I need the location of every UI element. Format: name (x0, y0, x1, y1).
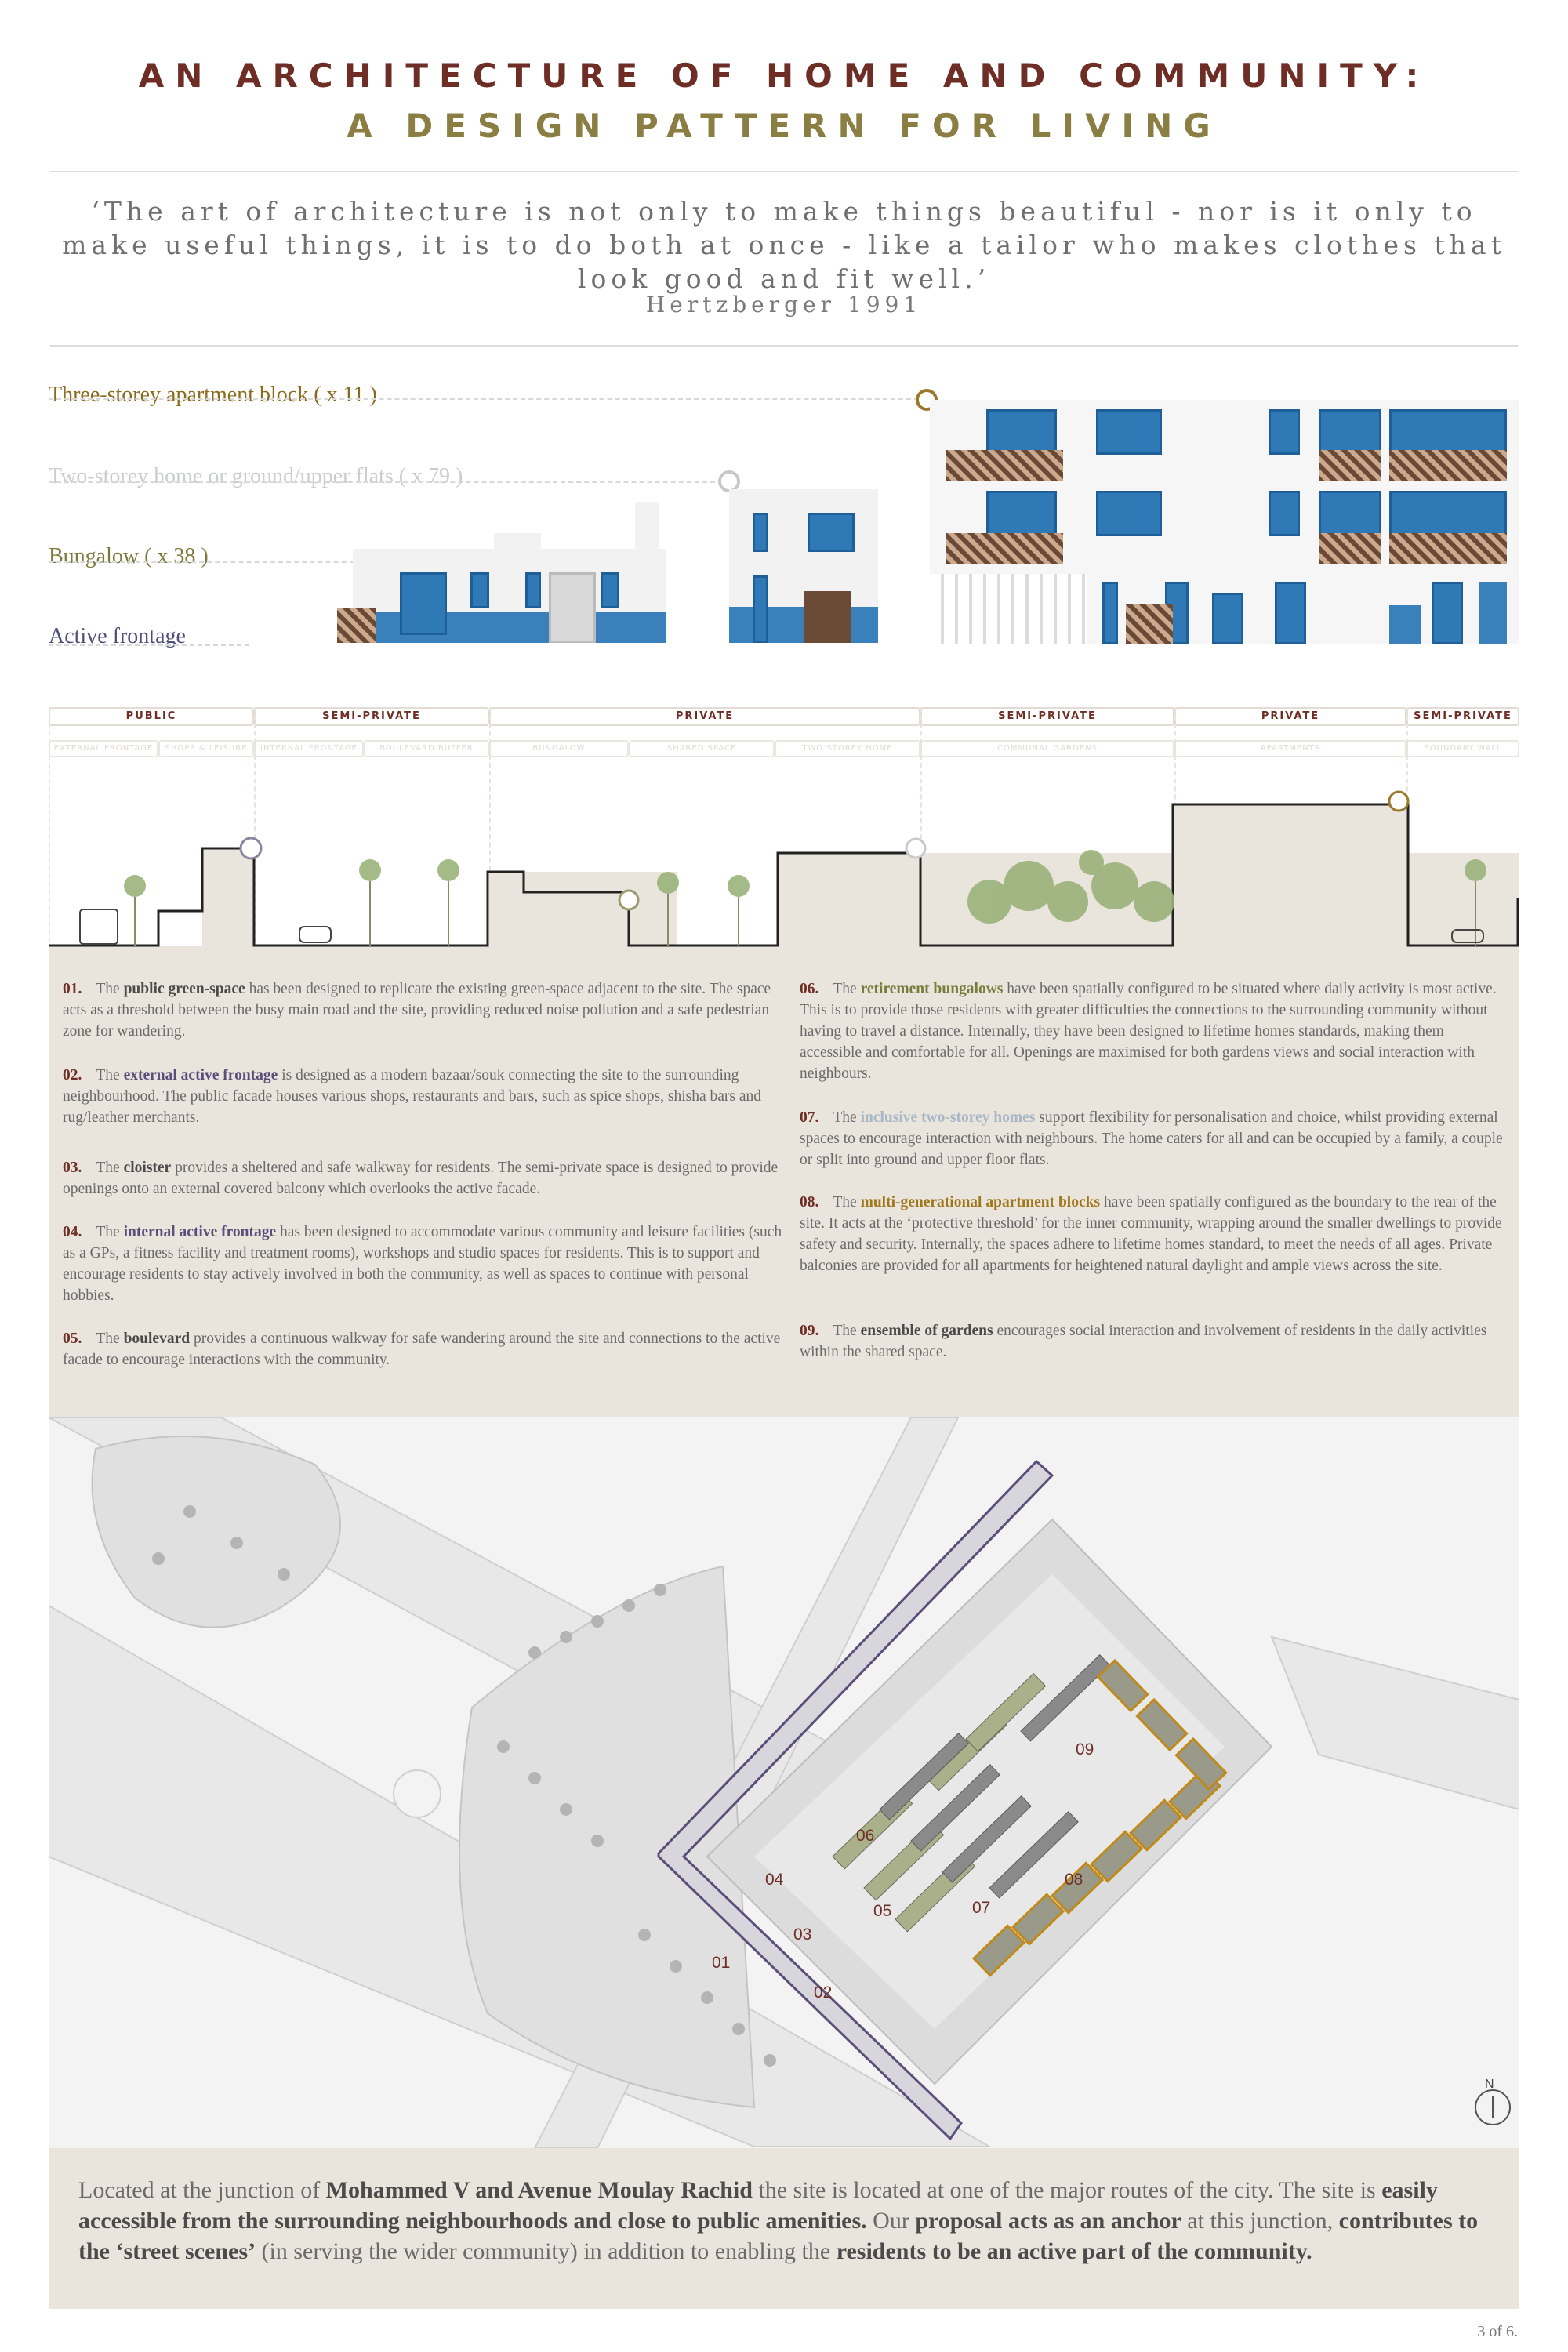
subzone: EXTERNAL FRONTAGE (49, 740, 158, 757)
legend-leader (49, 398, 927, 400)
title-line-2: A DESIGN PATTERN FOR LIVING (347, 107, 1221, 145)
paragraph-number: 03. (63, 1160, 82, 1176)
subzone: TWO STOREY HOME (775, 740, 920, 757)
subzone: SHARED SPACE (629, 740, 775, 757)
paragraph-number: 01. (63, 981, 82, 997)
site-plan-drawing (49, 1417, 1519, 2148)
legend-bungalow: Bungalow ( x 38 ) (49, 544, 209, 568)
legend-leader (49, 561, 362, 563)
paragraph-text: The (833, 981, 861, 997)
subzone: BOULEVARD BUFFER (364, 740, 489, 757)
quote-text: ‘The art of architecture is not only to make things beautiful - nor is it only to make useful things, it is to do both at once - like a tailor who makes clothes that look good and fit well.’ (62, 196, 1506, 294)
keyword: internal active frontage (123, 1224, 277, 1240)
summary-emphasis: easily accessible from the surrounding neighbourhoods and close to public amenities. (78, 2177, 1438, 2234)
keyword: retirement bungalows (860, 981, 1004, 997)
zone-public: PUBLIC (49, 707, 254, 726)
map-label-03: 03 (793, 1926, 812, 1944)
quote-attribution: Hertzberger 1991 (645, 292, 923, 318)
paragraph-07 (800, 1107, 1505, 1171)
keyword: multi-generational apartment blocks (860, 1194, 1101, 1210)
subzone: INTERNAL FRONTAGE (254, 740, 364, 757)
bungalow-elevation (337, 502, 666, 643)
description-panel (49, 950, 1519, 1421)
paragraph-08 (800, 1192, 1505, 1276)
paragraph-number: 06. (800, 981, 819, 997)
paragraph-text: The (833, 1109, 861, 1126)
subzone: COMMUNAL GARDENS (920, 740, 1174, 757)
page-number: 3 of 6. (1477, 2323, 1518, 2340)
site-section (49, 753, 1519, 956)
site-plan (49, 1417, 1519, 2148)
title-line-1: AN ARCHITECTURE OF HOME AND COMMUNITY: (138, 56, 1430, 95)
paragraph-text: is designed as a modern bazaar/souk connecting the site to the surrounding neighbourhood. The public facade houses various shops, restaurants and bars, such as spice shops, shisha bars and rug/leather merchants. (63, 1067, 762, 1126)
paragraph-text: provides a continuous walkway for safe wandering around the site and connections to the active facade to encourage interactions with the community. (63, 1330, 781, 1368)
paragraph-01 (63, 978, 792, 1042)
map-label-01: 01 (712, 1954, 731, 1972)
paragraph-number: 09. (800, 1323, 819, 1339)
paragraph-text: has been designed to accommodate various community and leisure facilities (such as a GPs, a fitness facility and treatment rooms), workshops and studio spaces for residents. This is to support and encourage residents to stay actively involved in both the community, as well as spaces to continue with personal hobbies. (63, 1224, 782, 1304)
zone-semi-private: SEMI-PRIVATE (1406, 707, 1519, 726)
keyword: boulevard (123, 1330, 191, 1347)
keyword: public green-space (123, 981, 245, 997)
paragraph-text: The (96, 1160, 124, 1176)
map-label-06: 06 (856, 1827, 875, 1845)
zone-semi-private: SEMI-PRIVATE (254, 707, 489, 726)
keyword: inclusive two-storey homes (860, 1109, 1036, 1126)
legend-apartment: Three-storey apartment block ( x 11 ) (49, 383, 377, 407)
map-label-05: 05 (873, 1902, 892, 1920)
subzone: SHOPS & LEISURE (158, 740, 254, 757)
map-label-02: 02 (814, 1984, 833, 2002)
summary-emphasis: Mohammed V and Avenue Moulay Rachid (325, 2177, 753, 2203)
paragraph-text: The (96, 1067, 124, 1083)
subzone: BOUNDARY WALL (1406, 740, 1519, 757)
paragraph-06 (800, 978, 1505, 1084)
paragraph-text: The (96, 981, 124, 997)
summary-emphasis: proposal acts as an anchor (915, 2208, 1181, 2234)
map-label-04: 04 (765, 1871, 784, 1889)
paragraph-09 (800, 1320, 1505, 1363)
summary-emphasis: contributes to the ‘street scenes’ (78, 2208, 1479, 2264)
summary-emphasis: residents to be an active part of the community. (836, 2238, 1312, 2264)
summary-text: (in serving the wider community) in addition to enabling the (256, 2238, 837, 2264)
summary-text: the site is located at one of the major routes of the city. The site is (752, 2177, 1382, 2203)
paragraph-text: The (96, 1330, 124, 1347)
subzone: APARTMENTS (1174, 740, 1406, 757)
paragraph-05 (63, 1328, 792, 1370)
paragraph-text: have been spatially configured as the boundary to the rear of the site. It acts at the ‘protective threshold’ for the inner community, wrapping around the smaller dwellings to provide safety and security. Internally, the spaces adhere to lifetime homes standard, to meet the needs of all ages. Private balconies are provided for all apartments for heightened natural daylight and ample views across the site. (800, 1194, 1502, 1274)
north-label: N (1485, 2078, 1494, 2091)
paragraph-number: 05. (63, 1330, 82, 1347)
zone-semi-private: SEMI-PRIVATE (920, 707, 1174, 726)
paragraph-text: support flexibility for personalisation and choice, whilst providing external spaces to encourage interaction with neighbours. The home caters for all and can be occupied by a family, a couple or split into ground and upper floor flats. (800, 1109, 1503, 1168)
zone-private: PRIVATE (489, 707, 920, 726)
paragraph-text: provides a sheltered and safe walkway for residents. The semi-private space is designed to provide openings onto an external covered balcony which overlooks the active facade. (63, 1160, 779, 1197)
map-label-09: 09 (1076, 1740, 1094, 1759)
summary-text: Located at the junction of (78, 2177, 326, 2203)
paragraph-number: 07. (800, 1109, 819, 1126)
legend-active-frontage: Active frontage (49, 624, 186, 648)
legend-two-storey: Two-storey home or ground/upper flats ( x 79 ) (49, 464, 463, 488)
north-arrow-icon (1475, 2092, 1510, 2126)
paragraph-02 (63, 1065, 792, 1128)
summary-text: at this junction, (1181, 2208, 1339, 2234)
divider (50, 345, 1518, 347)
paragraph-number: 04. (63, 1224, 82, 1240)
two-storey-elevation (729, 489, 878, 643)
zone-private: PRIVATE (1174, 707, 1406, 726)
keyword: external active frontage (123, 1067, 278, 1083)
paragraph-text: The (96, 1224, 124, 1240)
paragraph-text: encourages social interaction and involvement of residents in the daily activities within the shared space. (800, 1323, 1487, 1360)
paragraph-number: 08. (800, 1194, 819, 1210)
keyword: ensemble of gardens (860, 1323, 993, 1339)
legend-leader (49, 644, 249, 646)
subzone: BUNGALOW (489, 740, 629, 757)
paragraph-04 (63, 1221, 792, 1306)
apartment-elevation (930, 400, 1519, 644)
paragraph-text: The (833, 1194, 861, 1210)
paragraph-number: 02. (63, 1067, 82, 1083)
divider (50, 171, 1518, 172)
keyword: cloister (123, 1160, 172, 1176)
map-label-07: 07 (972, 1899, 991, 1917)
paragraph-03 (63, 1157, 792, 1200)
site-location-summary (49, 2148, 1519, 2309)
paragraph-text: The (833, 1323, 861, 1339)
paragraph-text: has been designed to replicate the existing green-space adjacent to the site. The space acts as a threshold between the busy main road and the site, providing reduced noise pollution and a safe pedestrian zone for wandering. (63, 981, 771, 1040)
legend-leader (49, 481, 723, 483)
paragraph-text: have been spatially configured to be situated where daily activity is most active. This is to provide those residents with greater difficulties the connections to the surrounding community without having to travel a distance. Internally, they have been designed to lifetime homes standards, making them accessible and comfortable for all. Openings are maximised for both gardens views and social interaction with neighbours. (800, 981, 1497, 1082)
map-label-08: 08 (1065, 1871, 1083, 1889)
summary-text: Our (866, 2208, 916, 2234)
